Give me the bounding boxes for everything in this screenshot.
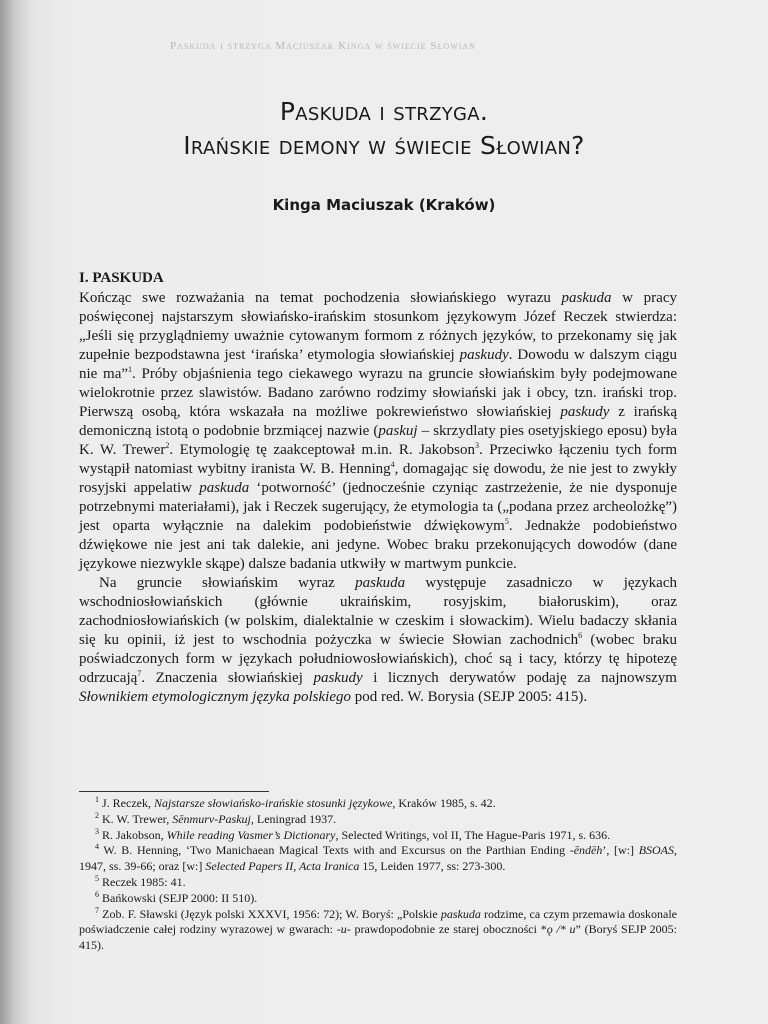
footnote-6: $^6$ Bańkowski (SEJP 2000: II 510). <box>95 889 258 905</box>
footnote-5: $^5$ Reczek 1985: 41. <box>95 873 186 889</box>
footnote-7: $^7$ Zob. F. Sławski (Język polski XXXVI, 1956: 72); W. Boryś: „Polskie paskuda rodzime, ca czym przemawia doskonale poświadczenie całej rodziny wyrazowej w gwarach: -u- prawdopodobnie ze starej oboczności *ǫ /* u” (Boryś SEJP 2005: 415). <box>79 905 678 953</box>
bleed-through-header: Paskuda i strzyga Maciuszak Kinga w świecie Słowian <box>170 40 476 52</box>
body-text <box>79 289 677 707</box>
paragraph-1: Kończąc swe rozważania na temat pochodzenia słowiańskiego wyrazu paskuda w pracy poświęconej najstarszym słowiańsko-irańskim stosunkom językowym Józef Reczek stwierdza: „Jeśli się przyglądniemy uważnie cytowanym formom z różnych języków, to przekonamy się jak zupełnie bezpodstawna jest ‘irańska’ etymologia słowiańskiej paskudy. Dowodu w dalszym ciągu nie ma”$^1$. Próby objaśnienia tego ciekawego wyrazu na gruncie słowiańskim były podejmowane wielokrotnie przez slawistów. Badano zarówno rodzimy słowiański jak i obcy, tzn. irański trop. Pierwszą osobą, która wskazała na możliwe pokrewieństwo słowiańskiej paskudy z irańską demoniczną istotą o podobnie brzmiącej nazwie (paskuj – skrzydlaty pies osetyjskiego eposu) była K. W. Trewer$^2$. Etymologię tę zaakceptował m.in. R. Jakobson$^3$. Przeciwko łączeniu tych form wystąpił natomiast wybitny iranista W. B. Henning$^4$, domagając się dowodu, że nie jest to zwykły rosyjski appelatiw paskuda ‘potworność’ (jednocześnie czyniąc zastrzeżenie, że nie dysponuje potrzebnymi materiałami), jak i Reczek sugerujący, że etymologia ta („podana przez archeolożkę”) jest oparta wyłącznie na dalekim podobieństwie dźwiękowym$^5$. Jednakże podobieństwo dźwiękowe nie jest ani tak dalekie, ani jedyne. Wobec braku przekonujących dowodów (dane językowe niezwykle skąpe) dalsze badania utkwiły w martwym punkcie. <box>79 290 678 572</box>
paragraph-2: Na gruncie słowiańskim wyraz paskuda występuje zasadniczo w językach wschodniosłowiańskich (głównie ukraińskim, rosyjskim, białoruskim), oraz zachodniosłowiańskich (w polskim, dialektalnie w czeskim i słowackim). Wielu badaczy skłania się ku opinii, iż jest to wschodnia pożyczka w świecie Słowian zachodnich$^6$ (wobec braku poświadczonych form w językach południowosłowiańskich), choć są i tacy, którzy tę hipotezę odrzucają$^7$. Znaczenia słowiańskiej paskudy i licznych derywatów podaję za najnowszym Słownikiem etymologicznym języka polskiego pod red. W. Borysia (SEJP 2005: 415). <box>79 575 678 705</box>
footnote-ref-4: 4 <box>390 460 395 469</box>
footnote-ref-1: 1 <box>128 365 133 374</box>
footnote-rule <box>79 791 269 792</box>
footnote-4: $^4$ W. B. Henning, ‘Two Manichaean Magical Texts with and Excursus on the Parthian Ending -ēndēh’, [w:] BSOAS, 1947, ss. 39-66; oraz [w:] Selected Papers II, Acta Iranica 15, Leiden 1977, ss: 273-300. <box>79 842 678 874</box>
footnote-ref-6: 6 <box>578 631 583 640</box>
footnotes <box>79 796 677 954</box>
author-line: Kinga Maciuszak (Kraków) <box>272 196 496 214</box>
footnote-ref-5: 5 <box>504 517 509 526</box>
footnote-ref-2: 2 <box>165 441 170 450</box>
footnote-ref-7: 7 <box>137 669 142 678</box>
section-heading: I. PASKUDA <box>79 270 164 286</box>
footnote-ref-3: 3 <box>474 441 479 450</box>
article-title-line-1: Paskuda i strzyga. <box>279 97 489 126</box>
footnote-2: $^2$ K. W. Trewer, Sēnmurv-Paskuj, Leningrad 1937. <box>95 810 337 826</box>
footnote-1: $^1$ J. Reczek, Najstarsze słowiańsko-irańskie stosunki językowe, Kraków 1985, s. 42. <box>95 795 496 810</box>
article-title-line-2: Irańskie demony w świecie Słowian? <box>183 131 585 160</box>
footnote-3: $^3$ R. Jakobson, While reading Vasmer’s Dictionary, Selected Writings, vol II, The Hague-Paris 1971, s. 636. <box>95 826 611 842</box>
